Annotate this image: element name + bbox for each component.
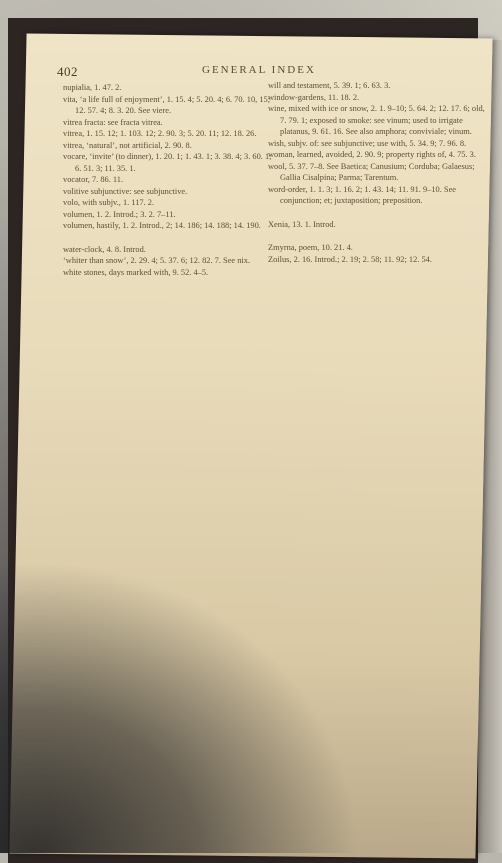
running-head: GENERAL INDEX xyxy=(202,64,316,76)
index-entry: wish, subjv. of: see subjunctive; use with, 5. 34. 9; 7. 96. 8. xyxy=(268,138,467,148)
index-entry: vocator, 7. 86. 11. xyxy=(63,175,124,184)
index-entry: woman, learned, avoided, 2. 90. 9; property rights of, 4. 75. 3. xyxy=(268,150,476,159)
page-number: 402 xyxy=(57,64,78,79)
index-entry: wool, 5. 37. 7–8. See Baetica; Canusium; Corduba; Galaesus; Gallia Cisalpina; Parma; Tarentum. xyxy=(268,161,475,182)
index-entry: word-order, 1. 1. 3; 1. 16. 2; 1. 43. 14; 11. 91. 9–10. See conjunction; et; juxtaposition; preposition. xyxy=(268,184,457,205)
index-entry: volo, with subjv., 1. 117. 2. xyxy=(63,198,155,207)
index-entry: white stones, days marked with, 9. 52. 4–5. xyxy=(63,267,209,277)
index-entry: ‘whiter than snow’, 2. 29. 4; 5. 37. 6; 12. 82. 7. See nix. xyxy=(63,256,251,265)
index-entry: vitrea, 1. 15. 12; 1. 103. 12; 2. 90. 3; 5. 20. 11; 12. 18. 26. xyxy=(63,129,257,138)
index-entry: will and testament, 5. 39. 1; 6. 63. 3. xyxy=(268,81,391,90)
index-entry: wine, mixed with ice or snow, 2. 1. 9–10; 5. 64. 2; 12. 17. 6; old, 7. 79. 1; exposed to smoke: see vinum; used to irrigate platanus, 9. 61. 16. See also amphora; conviviale; vinum. xyxy=(268,104,485,136)
index-entry: Zoilus, 2. 16. Introd.; 2. 19; 2. 58; 11. 92; 12. 54. xyxy=(268,254,432,264)
index-column-right xyxy=(268,80,486,265)
index-entry: nupialia, 1. 47. 2. xyxy=(63,83,122,92)
index-entry: vocare, ‘invite’ (to dinner), 1. 20. 1; 1. 43. 1; 3. 38. 4; 3. 60. 1; 6. 51. 3; 11. 35. 1. xyxy=(63,152,272,173)
index-entry: vitrea, ‘natural’, not artificial, 2. 90. 8. xyxy=(63,140,192,150)
index-column-left xyxy=(63,82,273,278)
index-entry: Zmyrna, poem, 10. 21. 4. xyxy=(268,243,353,252)
index-entry: volitive subjunctive: see subjunctive. xyxy=(63,186,188,196)
index-entry: vita, ‘a life full of enjoyment’, 1. 15. 4; 5. 20. 4; 6. 70. 10, 15; 12. 57. 4; 8. 3. 20. See viere. xyxy=(63,94,271,115)
index-entry: volumen, hastily, 1. 2. Introd., 2; 14. 186; 14. 188; 14. 190. xyxy=(63,221,261,230)
index-entry: volumen, 1. 2. Introd.; 3. 2. 7–11. xyxy=(63,209,176,219)
index-entry: water-clock, 4. 8. Introd. xyxy=(63,244,146,254)
index-entry: vitrea fracta: see fracta vitrea. xyxy=(63,117,163,127)
index-entry: Xenia, 13. 1. Introd. xyxy=(268,219,336,229)
index-entry: window-gardens, 11. 18. 2. xyxy=(268,92,360,102)
